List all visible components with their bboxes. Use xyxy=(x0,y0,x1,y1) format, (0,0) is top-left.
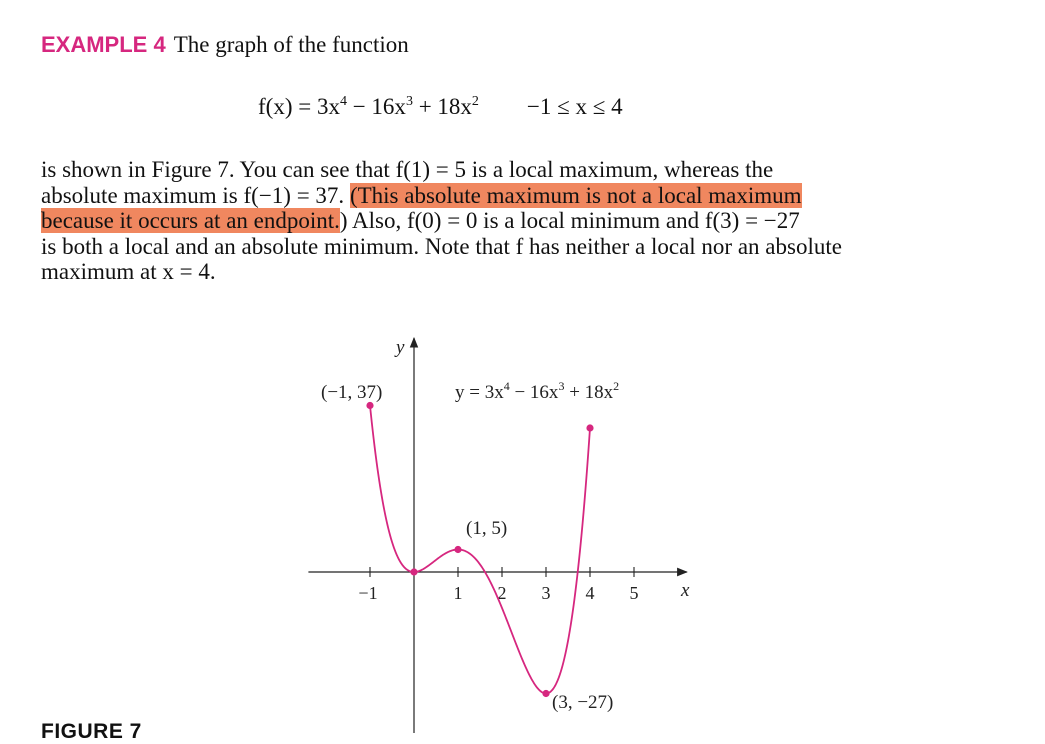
highlighted-points xyxy=(366,402,593,697)
equation-exponent-1: 4 xyxy=(339,94,347,109)
example-intro: The graph of the function xyxy=(173,32,409,57)
x-tick-label: −1 xyxy=(358,583,378,603)
x-tick-label: 3 xyxy=(541,583,551,603)
point-label-neg1-37: (−1, 37) xyxy=(321,382,383,403)
paragraph-line-3-text: ) Also, f(0) = 0 is a local minimum and f(3) = −27 xyxy=(339,208,800,233)
paragraph-line-4: is both a local and an absolute minimum. Note that f has neither a local nor an absolute xyxy=(41,233,842,259)
x-tick-label: 4 xyxy=(585,583,595,603)
point-label-3-neg27: (3, −27) xyxy=(552,692,614,713)
paragraph-line-5: maximum at x = 4. xyxy=(41,259,216,284)
graph-eq-part-1: y = 3x xyxy=(455,382,504,403)
graph-eq-exp-3: 2 xyxy=(613,379,620,393)
highlighted-point xyxy=(410,568,417,575)
paragraph-line-1: is shown in Figure 7. You can see that f(1) = 5 is a local maximum, whereas the xyxy=(41,157,774,182)
x-tick-label: 5 xyxy=(629,583,639,603)
highlighted-point xyxy=(586,424,593,431)
x-tick-label: 1 xyxy=(453,583,463,603)
equation-term-3: + 18x xyxy=(412,94,472,119)
graph-eq-exp-1: 4 xyxy=(503,379,510,393)
graph-eq-exp-2: 3 xyxy=(558,379,565,393)
equation-domain: −1 ≤ x ≤ 4 xyxy=(526,94,623,119)
equation-term-1: f(x) = 3x xyxy=(258,94,340,119)
x-axis-label: x xyxy=(681,580,690,601)
equation-exponent-2: 3 xyxy=(405,94,413,109)
graph-eq-part-3: + 18x xyxy=(564,382,614,403)
example-label: EXAMPLE 4 xyxy=(41,32,166,57)
highlighted-text-2: because it occurs at an endpoint. xyxy=(41,208,340,233)
equation-term-2: − 16x xyxy=(346,94,406,119)
highlighted-text-1: (This absolute maximum is not a local maximum xyxy=(349,182,802,208)
equation-exponent-3: 2 xyxy=(471,94,479,109)
point-label-1-5: (1, 5) xyxy=(466,518,508,539)
figure-caption: FIGURE 7 xyxy=(41,720,142,743)
graph-equation-label xyxy=(455,379,619,403)
y-axis-label: y xyxy=(396,337,405,358)
graph-eq-part-2: − 16x xyxy=(509,382,559,403)
highlighted-point xyxy=(454,546,461,553)
function-curve xyxy=(370,406,590,694)
highlighted-point xyxy=(542,690,549,697)
paragraph-line-2-text: absolute maximum is f(−1) = 37. xyxy=(41,182,350,208)
x-tick-label: 2 xyxy=(497,583,507,603)
